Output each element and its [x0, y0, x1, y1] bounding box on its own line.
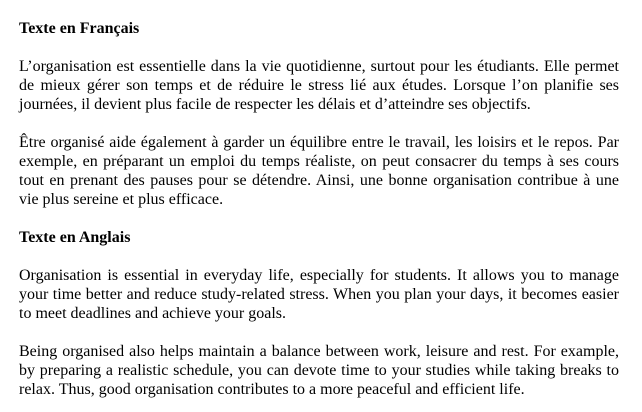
paragraph-english-1: Organisation is essential in everyday life, especially for students. It allows you to manage your time better and reduce study-related stress. When you plan your days, it becomes easier to meet deadlines and achieve your goals.	[19, 267, 619, 322]
paragraph-french-1: L’organisation est essentielle dans la vie quotidienne, surtout pour les étudiants. Elle permet de mieux gérer son temps et de réduire le stress lié aux études. Lorsque l’on planifie ses journées, il devient plus facile de respecter les délais et d’atteindre ses objectifs.	[19, 58, 619, 113]
paragraph-english-2: Being organised also helps maintain a balance between work, leisure and rest. For example, by preparing a realistic schedule, you can devote time to your studies while taking breaks to relax. Thus, good organisation contributes to a more peaceful and efficient life.	[19, 343, 619, 398]
spacer	[19, 38, 619, 57]
spacer	[19, 114, 619, 133]
heading-french: Texte en Français	[19, 20, 140, 37]
heading-english: Texte en Anglais	[19, 229, 131, 246]
paragraph-french-2: Être organisé aide également à garder un équilibre entre le travail, les loisirs et le repos. Par exemple, en préparant un emploi du temps réaliste, on peut consacrer du temps à ses cours tout en prenant des pauses pour se détendre. Ainsi, une bonne organisation contribue à une vie plus sereine et plus efficace.	[19, 134, 619, 208]
spacer	[19, 323, 619, 342]
spacer	[19, 247, 619, 266]
spacer	[19, 209, 619, 228]
document-body	[19, 19, 619, 399]
